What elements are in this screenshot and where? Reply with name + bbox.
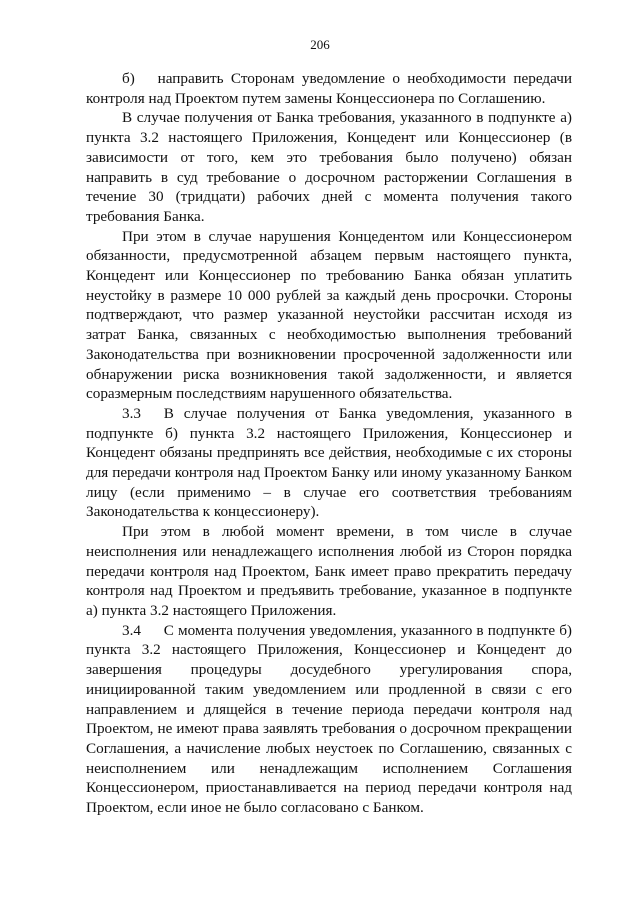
paragraph-subitem-b: б) направить Сторонам уведомление о необходимости передачи контроля над Проектом путем замены Концессионера по Соглашению.: [86, 70, 572, 107]
paragraph-3-3: 3.3 В случае получения от Банка уведомления, указанного в подпункте б) пункта 3.2 настоящего Приложения, Концессионер и Концедент обязаны предпринять все действия, необходимые с их стороны для передачи контроля над Проектом Банку или иному указанному Банком лицу (если применимо – в случае его соответствия требованиям Законодательства к концессионеру).: [86, 404, 572, 521]
paragraph-3-4: 3.4 С момента получения уведомления, указанного в подпункте б) пункта 3.2 настоящего Приложения, Концессионер и Концедент до завершения процедуры досудебного урегулирования спора, инициированной таким уведомлением или продленной в связи с его направлением и длящейся в течение периода передачи контроля над Проектом, не имеют права заявлять требования о досрочном прекращении Соглашения, а начисление любых неустоек по Соглашению, связанных с неисполнением или ненадлежащим исполнением Соглашения Концессионером, приостанавливается на период передачи контроля над Проектом, если иное не было согласовано с Банком.: [86, 621, 572, 817]
paragraph-control-transfer-stop: При этом в любой момент времени, в том числе в случае неисполнения или ненадлежащего исполнения любой из Сторон порядка передачи контроля над Проектом, Банк имеет право прекратить передачу контроля над Проектом и предъявить требование, указанное в подпункте а) пункта 3.2 настоящего Приложения.: [86, 523, 572, 619]
document-body: [86, 69, 572, 818]
page-number: 206: [310, 37, 330, 52]
paragraph-termination-demand: В случае получения от Банка требования, указанного в подпункте а) пункта 3.2 настоящего Приложения, Концедент или Концессионер (в зависимости от того, кем это требования было получено) обязан направить в суд требование о досрочном расторжении Соглашения в течение 30 (тридцати) рабочих дней с момента получения такого требования Банка.: [86, 109, 572, 225]
paragraph-penalty: При этом в случае нарушения Концедентом или Концессионером обязанности, предусмотренной абзацем первым настоящего пункта, Концедент или Концессионер по требованию Банка обязан уплатить неустойку в размере 10 000 рублей за каждый день просрочки. Стороны подтверждают, что размер указанной неустойки рассчитан исходя из затрат Банка, связанных с необходимостью выполнения требований Законодательства при возникновении просроченной задолженности или обнаружении риска возникновения такой задолженности, и является соразмерным последствиям нарушенного обязательства.: [86, 227, 572, 403]
